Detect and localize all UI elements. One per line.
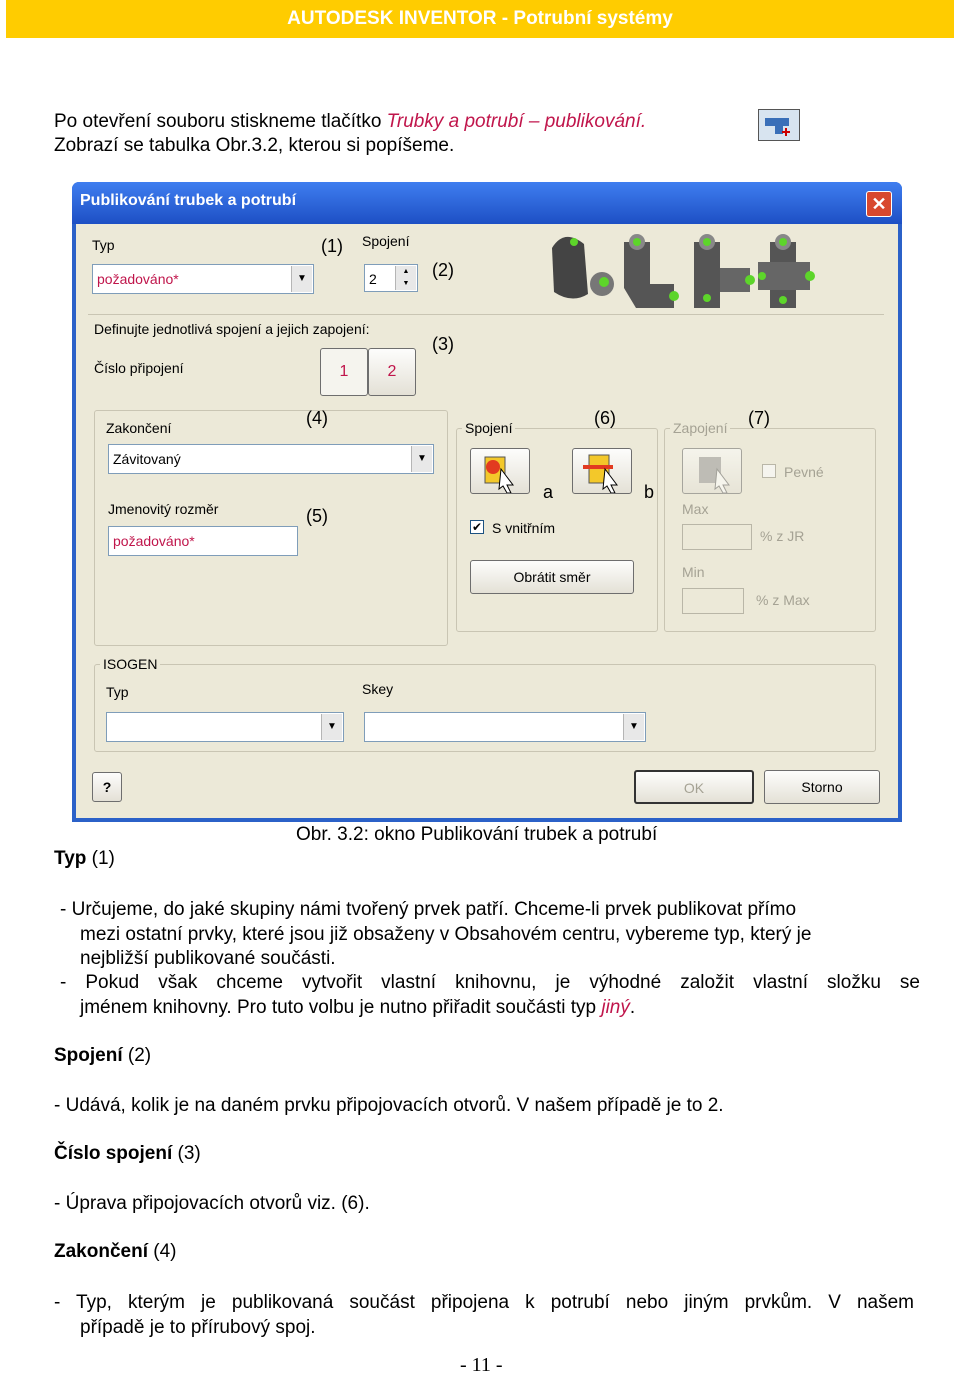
connector-tee-image (694, 234, 755, 308)
callout-5: (5) (306, 506, 328, 526)
callout-2: (2) (432, 260, 454, 280)
typ-b2-line2: jménem knihovny. Pro tuto volbu je nutno přiřadit součásti typ jiný. (80, 996, 636, 1018)
separator (88, 314, 884, 315)
chevron-down-icon: ▼ (291, 266, 312, 292)
connection-icon-b[interactable] (572, 448, 632, 494)
pct-jr-label: % z JR (760, 528, 805, 544)
skey-label: Skey (362, 681, 394, 697)
close-icon[interactable]: ✕ (866, 191, 892, 217)
typ-b2-line1: - Pokud však chceme vytvořit vlastní knihovnu, je výhodné založit vlastní složku se (60, 972, 920, 993)
intro-text: Po otevření souboru stiskneme tlačítko (54, 111, 387, 132)
isogen-label: ISOGEN (100, 656, 160, 672)
connector-cross-image (758, 234, 815, 308)
typ-value: požadováno* (97, 271, 179, 287)
typ-b1-line1: - Určujeme, do jaké skupiny námi tvořený prvek patří. Chceme-li prvek publikovat přímo (60, 899, 797, 920)
intro-line-1 (54, 111, 646, 133)
connector-straight-image (552, 237, 614, 299)
zakonceni-b1-line2: případě je to přírubový spoj. (80, 1316, 316, 1338)
callout-7: (7) (748, 408, 770, 428)
callout-6: (6) (594, 408, 616, 428)
ok-button[interactable]: OK (634, 770, 754, 804)
spojeni-group-label: Spojení (462, 420, 515, 436)
dialog-title: Publikování trubek a potrubí (80, 192, 297, 209)
spojeni-label: Spojení (362, 233, 410, 249)
isogen-typ-combo[interactable] (106, 712, 344, 742)
cislo-pripojeni-label: Číslo připojení (94, 360, 184, 376)
typ-label: Typ (92, 237, 115, 253)
cislo-bullet-1: - Úprava připojovacích otvorů viz. (6). (54, 1193, 370, 1214)
zakonceni-heading: Zakončení (4) (54, 1241, 177, 1262)
typ-combo[interactable] (92, 264, 314, 294)
dialog-client (76, 224, 898, 818)
cislo-heading: Číslo spojení (3) (54, 1143, 201, 1164)
zakonceni-label: Zakončení (106, 420, 172, 436)
conn-button-1[interactable]: 1 (320, 348, 368, 396)
spojeni-heading: Spojení (2) (54, 1045, 152, 1066)
conn-button-2[interactable]: 2 (368, 348, 416, 396)
connection-icon-a[interactable] (470, 448, 530, 494)
publish-dialog (72, 182, 902, 822)
typ-bullet-1 (60, 898, 920, 972)
s-vnitrnim-label: S vnitřním (492, 520, 556, 536)
jmenovity-value: požadováno* (113, 533, 195, 549)
zapojeni-icon[interactable] (682, 448, 742, 494)
intro-line-2: Zobrazí se tabulka Obr.3.2, kterou si popíšeme. (54, 135, 455, 156)
typ-b1-line3: nejbližší publikované součásti. (80, 948, 336, 969)
callout-4: (4) (306, 408, 328, 428)
spojeni-spinner[interactable] (364, 264, 418, 292)
callout-3: (3) (432, 334, 454, 354)
figure-caption: Obr. 3.2: okno Publikování trubek a potrubí (296, 824, 658, 845)
zakonceni-value: Závitovaný (113, 451, 181, 467)
skey-combo[interactable] (364, 712, 646, 742)
isogen-typ-label: Typ (106, 684, 129, 700)
min-label: Min (682, 564, 705, 580)
max-input[interactable] (682, 524, 752, 550)
typ-b1-line2: mezi ostatní prvky, které jsou již obsaženy v Obsahovém centru, vybereme typ, který je (80, 923, 812, 945)
chevron-down-icon: ▼ (321, 714, 342, 740)
obratit-smer-button[interactable]: Obrátit směr (470, 560, 634, 594)
dialog-titlebar (72, 182, 902, 224)
spinner-arrows-icon[interactable]: ▲ ▼ (395, 266, 416, 290)
jmenovity-label: Jmenovitý rozměr (108, 501, 219, 517)
tube-publish-icon[interactable] (758, 109, 800, 141)
pevne-label: Pevné (784, 464, 824, 480)
callout-b: b (644, 482, 655, 502)
callout-1: (1) (321, 236, 343, 256)
chevron-down-icon: ▼ (623, 714, 644, 740)
page-header: AUTODESK INVENTOR - Potrubní systémy (6, 0, 954, 38)
typ-heading: Typ (1) (54, 848, 115, 869)
chevron-down-icon: ▼ (411, 446, 432, 472)
define-text: Definujte jednotlivá spojení a jejich zapojení: (94, 321, 370, 337)
max-label: Max (682, 501, 709, 517)
connector-elbow-image (624, 234, 679, 308)
page-number: - 11 - (460, 1354, 503, 1376)
connector-previews (544, 228, 840, 308)
storno-button[interactable]: Storno (764, 770, 880, 804)
spojeni-bullet-1: - Udává, kolik je na daném prvku připojovacích otvorů. V našem případě je to 2. (54, 1095, 724, 1116)
pevne-checkbox[interactable] (762, 464, 776, 478)
zakonceni-combo[interactable] (108, 444, 434, 474)
zakonceni-bullet-1 (54, 1291, 914, 1340)
help-icon[interactable]: ? (92, 772, 122, 802)
intro-link-text: Trubky a potrubí – publikování. (386, 111, 647, 132)
typ-bullet-2 (60, 971, 920, 1020)
jmenovity-input[interactable] (108, 526, 298, 556)
zakonceni-b1-line1: - Typ, kterým je publikovaná součást připojena k potrubí nebo jiným prvkům. V našem (54, 1292, 914, 1313)
zapojeni-label: Zapojení (670, 420, 730, 436)
callout-a: a (543, 482, 554, 502)
min-input[interactable] (682, 588, 744, 614)
s-vnitrnim-checkbox[interactable]: ✔ (471, 520, 483, 534)
pct-max-label: % z Max (756, 592, 810, 608)
spojeni-value: 2 (369, 271, 377, 287)
